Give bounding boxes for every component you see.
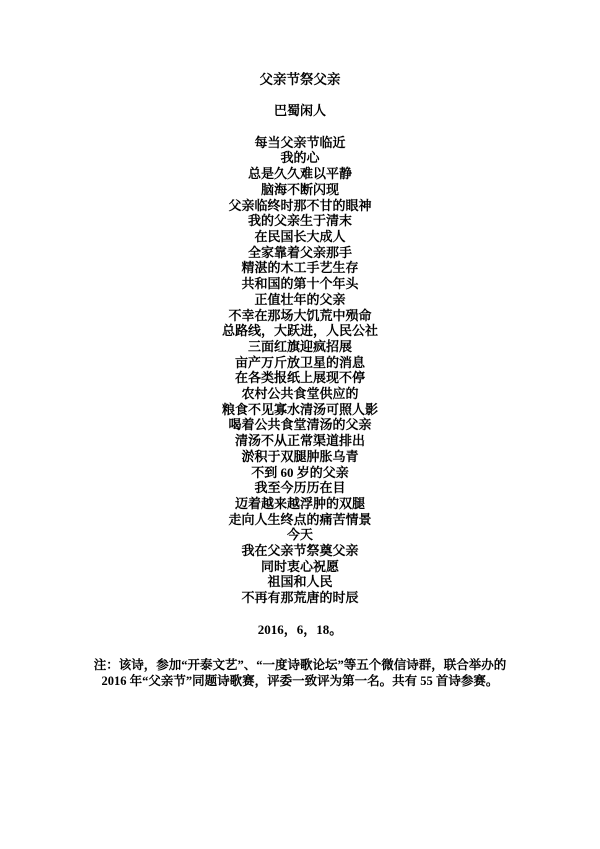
poem-line: 清汤不从正常渠道排出 xyxy=(234,433,365,449)
poem-line: 正值壮年的父亲 xyxy=(254,291,346,307)
poem-line: 粮食不见寡水清汤可照人影 xyxy=(221,401,378,417)
poem-line: 精湛的木工手艺生存 xyxy=(241,260,359,276)
poem-line: 淤积于双腿肿胀乌青 xyxy=(241,448,359,464)
poem-line: 总路线，大跃进，人民公社 xyxy=(221,323,378,339)
poem-line: 我的父亲生于清末 xyxy=(247,213,352,229)
poem-line: 三面红旗迎疯招展 xyxy=(247,338,352,354)
footnote-line: 注：该诗，参加“开泰文艺”、“一度诗歌论坛”等五个微信诗群，联合举办的 xyxy=(93,658,507,673)
poem-line: 喝着公共食堂清汤的父亲 xyxy=(228,417,372,433)
poem-line: 父亲临终时那不甘的眼神 xyxy=(228,197,372,213)
poem-line: 迈着越来越浮肿的双腿 xyxy=(234,495,365,511)
poem-line: 总是久久难以平静 xyxy=(247,166,352,182)
poem-line: 不到 60 岁的父亲 xyxy=(251,464,349,480)
poem-date: 2016，6，18。 xyxy=(257,621,343,637)
poem-body xyxy=(0,135,600,606)
poem-line: 在民国长大成人 xyxy=(254,229,346,244)
poem-author: 巴蜀闲人 xyxy=(273,103,326,119)
poem-line: 每当父亲节临近 xyxy=(254,134,346,150)
footnote-line: 2016 年“父亲节”同题诗歌赛，评委一致评为第一名。共有 55 首诗参赛。 xyxy=(101,674,499,689)
poem-line: 我的心 xyxy=(280,150,320,166)
poem-line: 我在父亲节祭奠父亲 xyxy=(241,543,359,559)
poem-line: 不幸在那场大饥荒中殒命 xyxy=(228,307,372,323)
poem-line: 祖国和人民 xyxy=(267,574,333,590)
poem-line: 今天 xyxy=(286,527,313,543)
poem-line: 农村公共食堂供应的 xyxy=(241,386,359,402)
poem-line: 在各类报纸上展现不停 xyxy=(234,370,365,386)
poem-line: 脑海不断闪现 xyxy=(260,181,339,197)
poem-line: 我至今历历在目 xyxy=(254,480,346,496)
poem-title: 父亲节祭父亲 xyxy=(259,72,341,87)
footnote xyxy=(0,657,600,689)
poem-line: 同时衷心祝愿 xyxy=(260,558,339,574)
poem-line: 走向人生终点的痛苦情景 xyxy=(228,511,372,527)
poem-line: 共和国的第十个年头 xyxy=(241,276,359,292)
poem-line: 不再有那荒唐的时辰 xyxy=(241,590,359,606)
poem-line: 全家靠着父亲那手 xyxy=(247,244,352,260)
poem-line: 亩产万斤放卫星的消息 xyxy=(234,354,365,370)
